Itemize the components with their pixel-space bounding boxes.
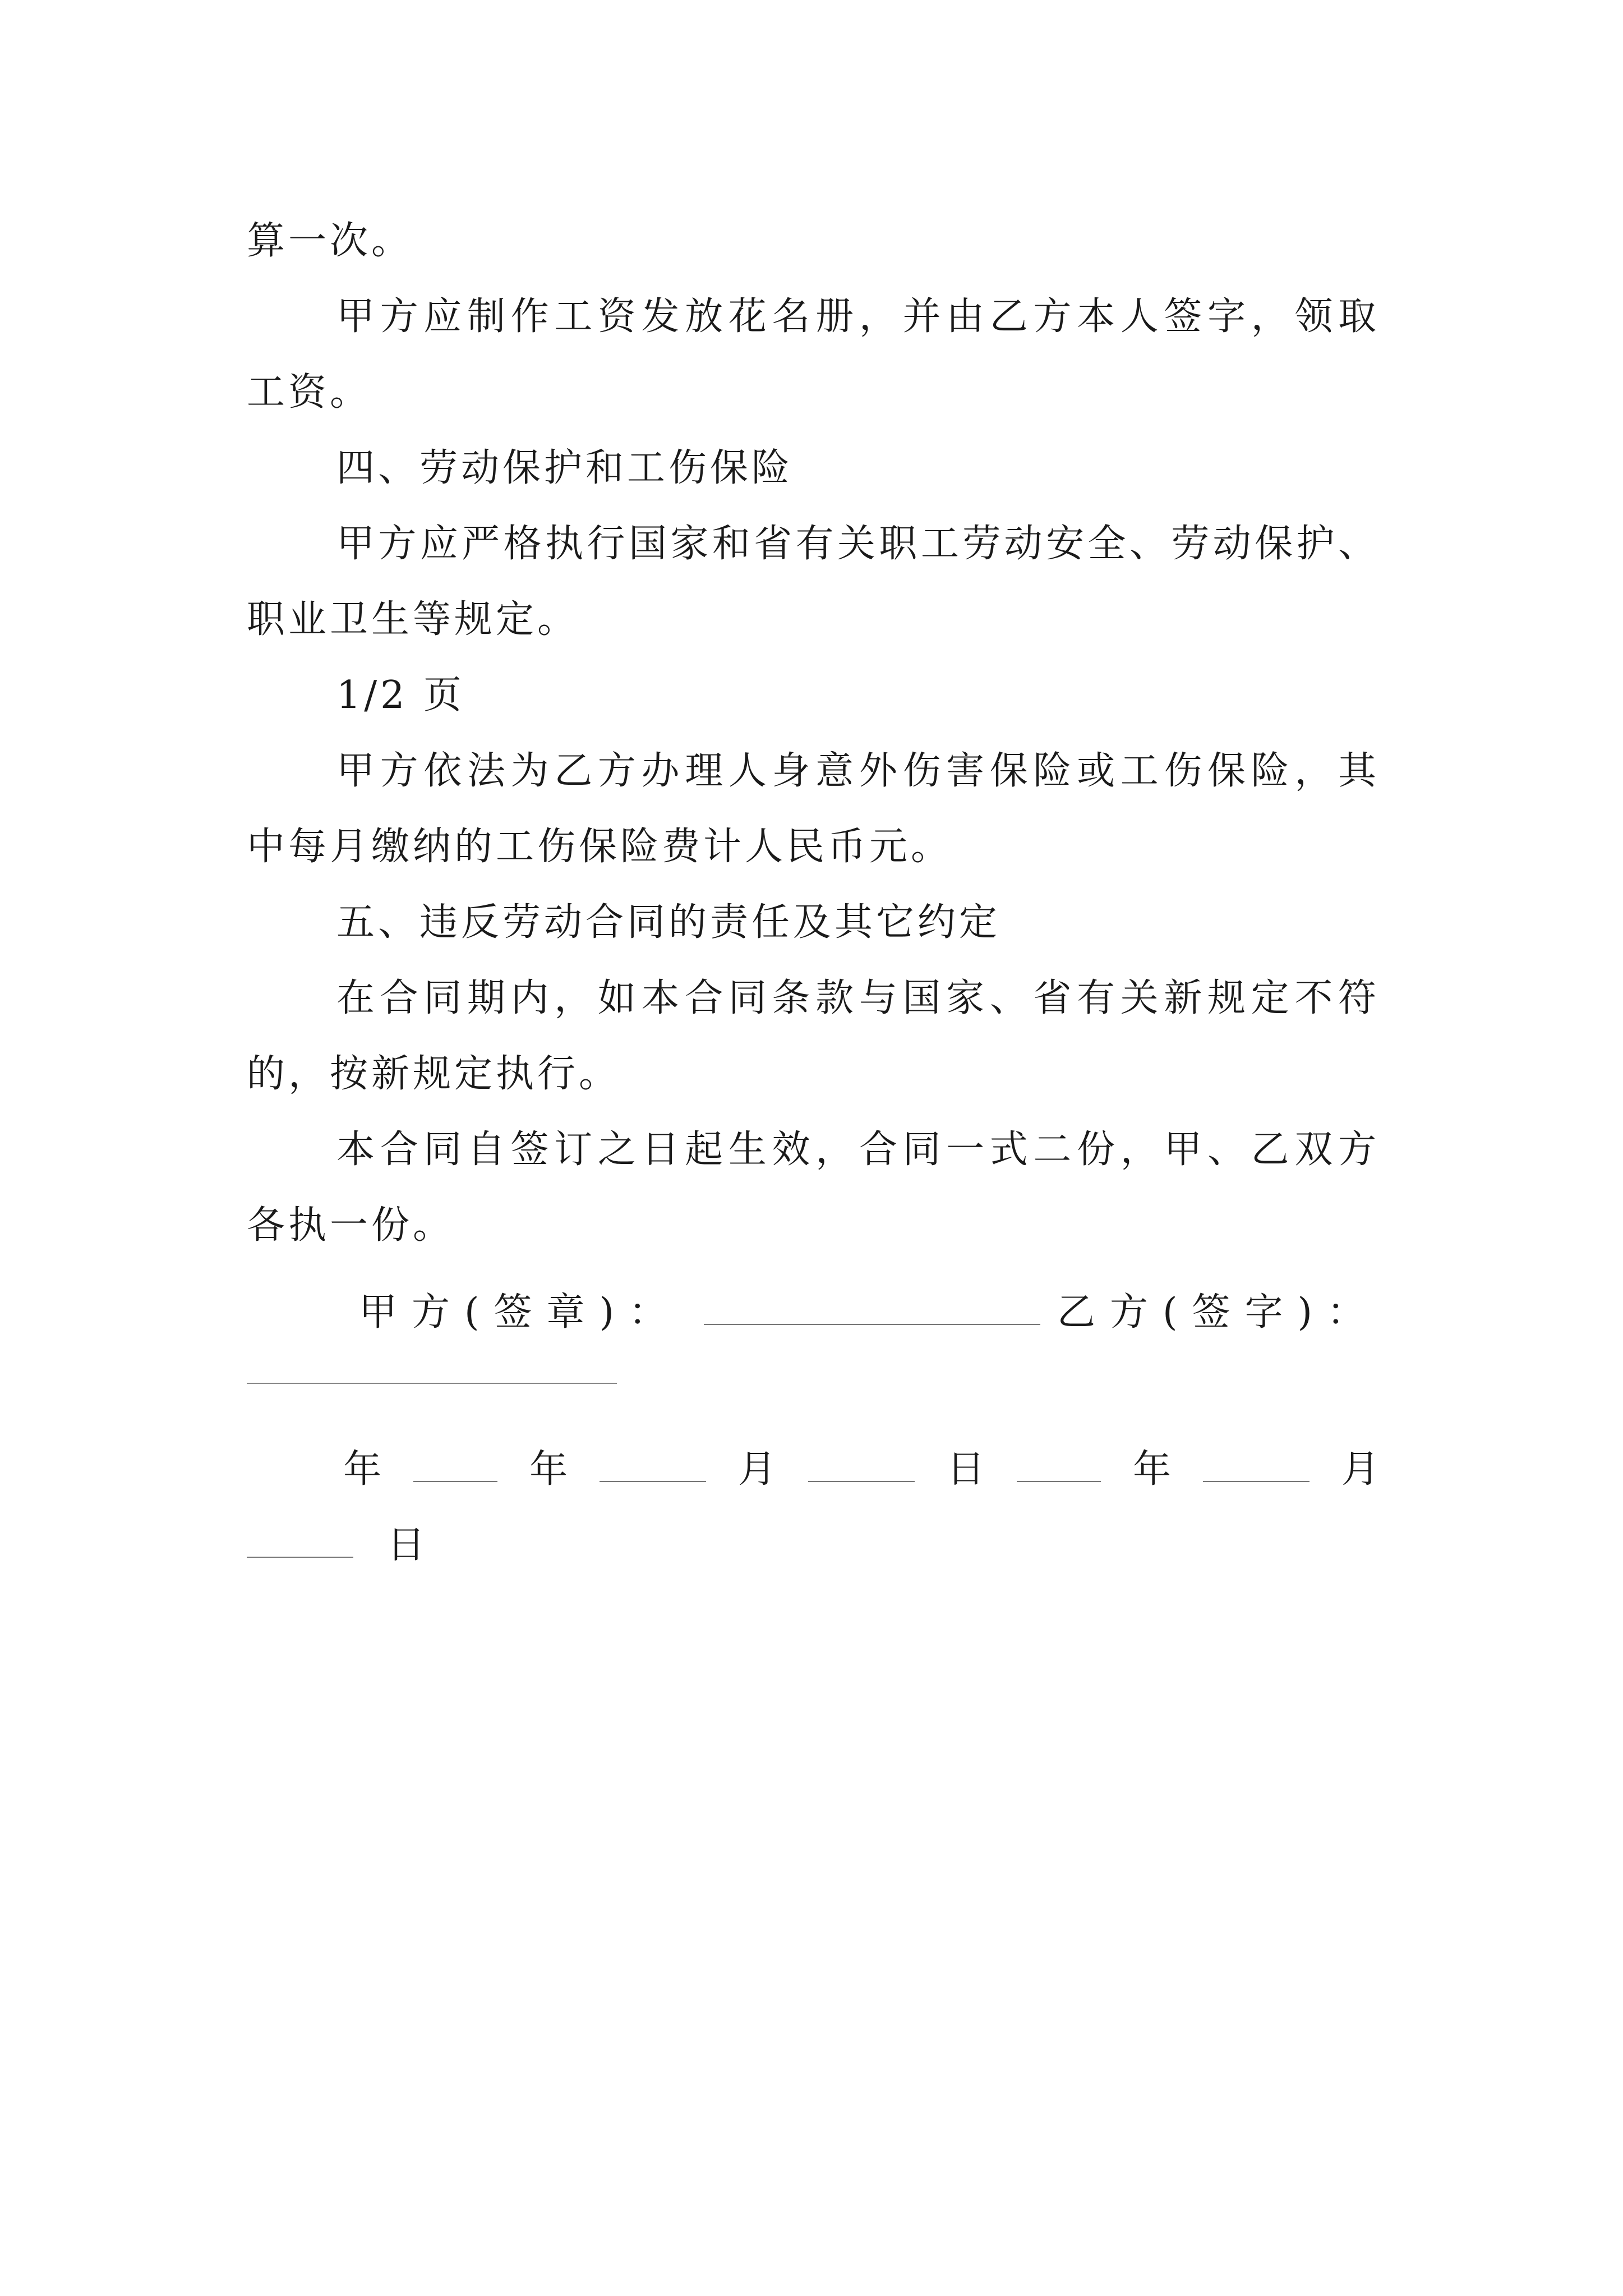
party-a-signature-blank (704, 1290, 1040, 1325)
party-b-signature-blank (247, 1383, 617, 1384)
paragraph-line: 甲方应严格执行国家和省有关职工劳动安全、劳动保护、 (336, 522, 1380, 566)
paragraph-line: 职业卫生等规定。 (247, 597, 579, 642)
date-row-continued (247, 1517, 425, 1573)
party-b-signature-label: 乙方(签字)： (1057, 1290, 1380, 1335)
paragraph-line: 中每月缴纳的工伤保险费计人民币元。 (247, 825, 953, 869)
paragraph-line: 在合同期内，如本合同条款与国家、省有关新规定不符 (336, 976, 1380, 1020)
date-month: 月 (1341, 1447, 1380, 1492)
paragraph-line: 的，按新规定执行。 (247, 1052, 621, 1096)
page-marker: 1/2 页 (336, 673, 465, 717)
date-blank (413, 1447, 497, 1482)
date-blank (600, 1447, 706, 1482)
date-blank (247, 1523, 353, 1558)
paragraph-line: 工资。 (247, 370, 372, 415)
date-blank (1017, 1447, 1101, 1482)
date-year: 年 (529, 1447, 568, 1492)
date-row (343, 1442, 1380, 1498)
paragraph-line: 甲方应制作工资发放花名册，并由乙方本人签字，领取 (336, 295, 1380, 339)
date-day: 日 (946, 1447, 985, 1492)
date-blank (1203, 1447, 1310, 1482)
date-day: 日 (387, 1523, 426, 1567)
date-year-lead: 年 (343, 1447, 382, 1492)
date-year: 年 (1132, 1447, 1171, 1492)
section-heading: 五、违反劳动合同的责任及其它约定 (336, 900, 1001, 945)
paragraph-line: 算一次。 (247, 219, 413, 263)
signature-row (359, 1285, 1380, 1341)
party-a-signature-label: 甲方(签章)： (359, 1290, 682, 1335)
paragraph-line: 本合同自签订之日起生效，合同一式二份，甲、乙双方 (336, 1128, 1380, 1172)
paragraph-line: 各执一份。 (247, 1203, 455, 1248)
section-heading: 四、劳动保护和工伤保险 (336, 446, 794, 490)
date-blank (808, 1447, 915, 1482)
date-month: 月 (737, 1447, 776, 1492)
paragraph-line: 甲方依法为乙方办理人身意外伤害保险或工伤保险，其 (336, 749, 1380, 793)
